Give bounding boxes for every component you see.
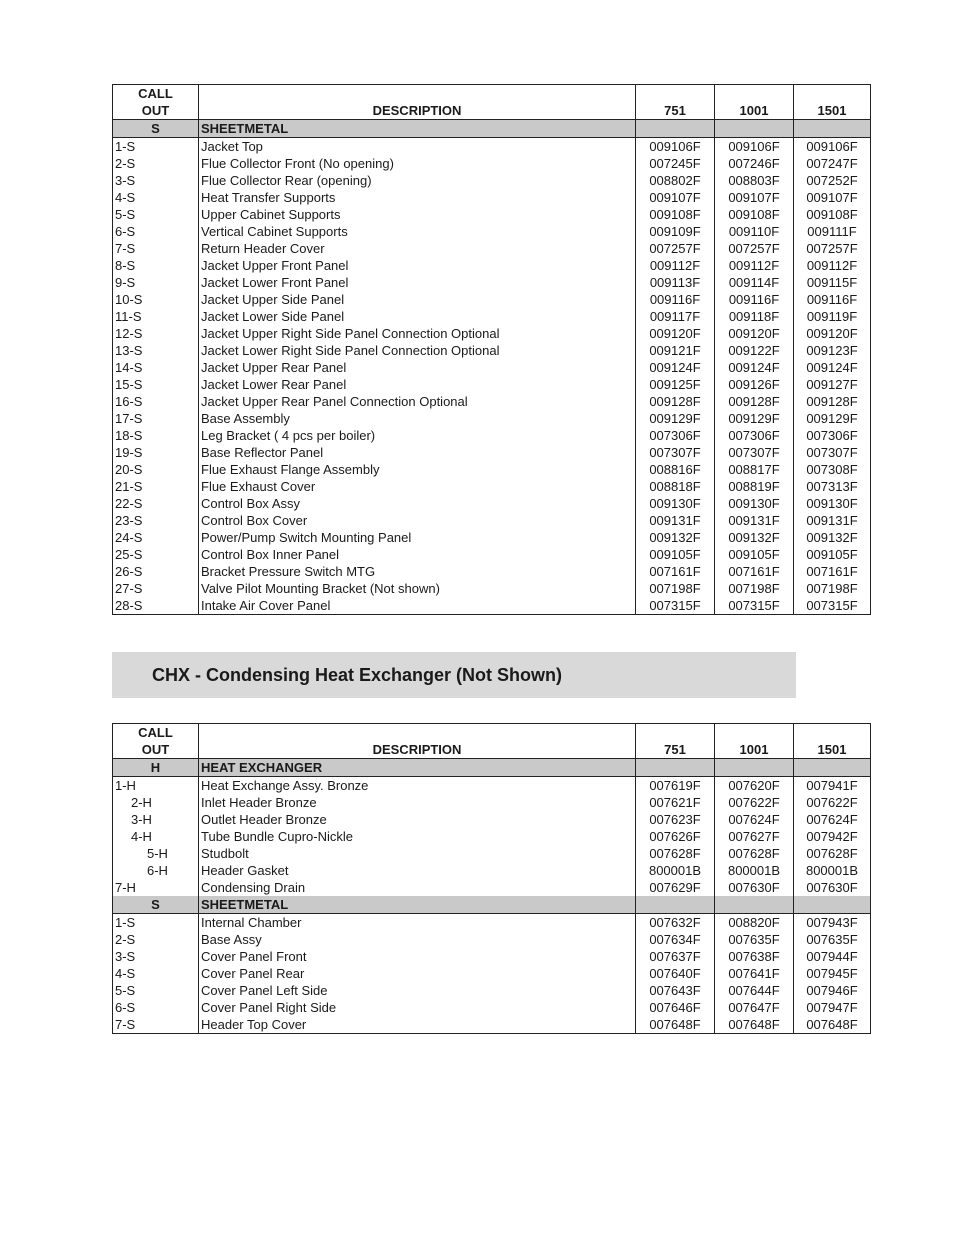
section-row [113, 896, 871, 914]
part-1001-cell: 008803F [715, 172, 794, 189]
part-1501-cell: 009106F [794, 138, 871, 156]
part-1001-cell: 009116F [715, 291, 794, 308]
part-1001-cell: 007257F [715, 240, 794, 257]
section-code: S [113, 120, 199, 138]
part-751-cell: 007640F [636, 965, 715, 982]
description-cell: Control Box Assy [199, 495, 636, 512]
part-1001-cell: 007307F [715, 444, 794, 461]
call-out-cell: 19-S [113, 444, 199, 461]
sheetmetal-parts-table [112, 84, 871, 615]
part-751-cell: 009129F [636, 410, 715, 427]
description-cell: Jacket Lower Rear Panel [199, 376, 636, 393]
description-cell: Header Gasket [199, 862, 636, 879]
description-cell: Cover Panel Front [199, 948, 636, 965]
table-row [113, 914, 871, 932]
call-out-cell: 16-S [113, 393, 199, 410]
part-1001-cell: 009130F [715, 495, 794, 512]
table-row [113, 999, 871, 1016]
part-1501-cell: 007161F [794, 563, 871, 580]
part-751-cell: 009107F [636, 189, 715, 206]
part-751-cell: 007623F [636, 811, 715, 828]
table-row [113, 223, 871, 240]
section-row [113, 759, 871, 777]
table-row [113, 240, 871, 257]
part-1001-cell: 009107F [715, 189, 794, 206]
part-1501-cell: 009105F [794, 546, 871, 563]
part-1501-cell: 007944F [794, 948, 871, 965]
description-cell: Heat Transfer Supports [199, 189, 636, 206]
call-out-cell: 3-S [113, 172, 199, 189]
part-1501-cell: 007624F [794, 811, 871, 828]
part-1001-cell: 007620F [715, 777, 794, 795]
description-cell: Cover Panel Left Side [199, 982, 636, 999]
part-1001-cell: 008819F [715, 478, 794, 495]
call-out-cell: 15-S [113, 376, 199, 393]
description-cell: Tube Bundle Cupro-Nickle [199, 828, 636, 845]
part-751-cell: 009130F [636, 495, 715, 512]
call-out-cell: 4-S [113, 189, 199, 206]
table-row [113, 529, 871, 546]
part-751-cell: 007632F [636, 914, 715, 932]
description-cell: Flue Exhaust Flange Assembly [199, 461, 636, 478]
part-1501-cell: 009120F [794, 325, 871, 342]
part-1501-cell: 007622F [794, 794, 871, 811]
part-1501-cell: 007313F [794, 478, 871, 495]
part-1001-cell: 009108F [715, 206, 794, 223]
table-row [113, 138, 871, 156]
section-name: SHEETMETAL [199, 120, 636, 138]
description-cell: Jacket Lower Right Side Panel Connection Optional [199, 342, 636, 359]
part-1501-cell: 007648F [794, 1016, 871, 1034]
call-out-cell: 18-S [113, 427, 199, 444]
description-cell: Flue Collector Front (No opening) [199, 155, 636, 172]
table-row [113, 461, 871, 478]
col-751-header: 751 [636, 724, 715, 759]
banner-title: CHX - Condensing Heat Exchanger (Not Shown) [152, 665, 563, 685]
description-cell: Internal Chamber [199, 914, 636, 932]
table-row [113, 495, 871, 512]
description-cell: Flue Exhaust Cover [199, 478, 636, 495]
part-751-cell: 009113F [636, 274, 715, 291]
description-cell: Cover Panel Rear [199, 965, 636, 982]
part-1001-cell: 008817F [715, 461, 794, 478]
part-1001-cell: 009122F [715, 342, 794, 359]
part-1001-cell: 007641F [715, 965, 794, 982]
table-row [113, 427, 871, 444]
col-1501-header: 1501 [794, 724, 871, 759]
part-1001-cell: 007246F [715, 155, 794, 172]
table-row [113, 393, 871, 410]
table-row [113, 206, 871, 223]
table-row [113, 308, 871, 325]
part-1001-cell: 007648F [715, 1016, 794, 1034]
part-1501-cell: 007943F [794, 914, 871, 932]
section-code: S [113, 896, 199, 914]
part-1001-cell: 009128F [715, 393, 794, 410]
part-1501-cell: 009115F [794, 274, 871, 291]
part-751-cell: 007198F [636, 580, 715, 597]
call-out-cell: 20-S [113, 461, 199, 478]
part-1001-cell: 009105F [715, 546, 794, 563]
call-out-cell: 5-H [113, 845, 199, 862]
part-1001-cell: 009118F [715, 308, 794, 325]
part-751-cell: 007306F [636, 427, 715, 444]
part-751-cell: 007315F [636, 597, 715, 615]
part-751-cell: 007629F [636, 879, 715, 896]
part-1501-cell: 009116F [794, 291, 871, 308]
part-751-cell: 007643F [636, 982, 715, 999]
part-1001-cell: 009114F [715, 274, 794, 291]
call-out-cell: 25-S [113, 546, 199, 563]
part-751-cell: 009116F [636, 291, 715, 308]
description-header: DESCRIPTION [199, 85, 636, 120]
call-out-cell: 17-S [113, 410, 199, 427]
part-1501-cell: 007307F [794, 444, 871, 461]
part-751-cell: 007245F [636, 155, 715, 172]
part-751-cell: 008818F [636, 478, 715, 495]
part-1001-cell: 007315F [715, 597, 794, 615]
call-out-cell: 2-H [113, 794, 199, 811]
part-751-cell: 007257F [636, 240, 715, 257]
table-row [113, 982, 871, 999]
heat-exchanger-parts-table [112, 723, 871, 1034]
table-row [113, 931, 871, 948]
part-1501-cell: 009112F [794, 257, 871, 274]
part-1501-cell: 009129F [794, 410, 871, 427]
part-1001-cell: 007630F [715, 879, 794, 896]
part-751-cell: 009112F [636, 257, 715, 274]
table-row [113, 828, 871, 845]
call-out-cell: 2-S [113, 931, 199, 948]
call-out-cell: 22-S [113, 495, 199, 512]
call-out-cell: 7-S [113, 240, 199, 257]
part-751-cell: 007637F [636, 948, 715, 965]
part-1501-cell: 009130F [794, 495, 871, 512]
description-cell: Control Box Inner Panel [199, 546, 636, 563]
part-751-cell: 007619F [636, 777, 715, 795]
part-1501-cell: 007628F [794, 845, 871, 862]
part-751-cell: 009117F [636, 308, 715, 325]
description-cell: Base Assy [199, 931, 636, 948]
part-1501-cell: 007630F [794, 879, 871, 896]
part-1001-cell: 007647F [715, 999, 794, 1016]
part-1001-cell: 007627F [715, 828, 794, 845]
description-cell: Base Reflector Panel [199, 444, 636, 461]
call-out-cell: 14-S [113, 359, 199, 376]
part-1001-cell: 007161F [715, 563, 794, 580]
call-out-cell: 10-S [113, 291, 199, 308]
call-out-cell: 27-S [113, 580, 199, 597]
part-751-cell: 009108F [636, 206, 715, 223]
description-cell: Intake Air Cover Panel [199, 597, 636, 615]
table-row [113, 965, 871, 982]
part-1501-cell: 009108F [794, 206, 871, 223]
part-751-cell: 007621F [636, 794, 715, 811]
call-out-cell: 7-H [113, 879, 199, 896]
table-row [113, 580, 871, 597]
part-751-cell: 009132F [636, 529, 715, 546]
part-1001-cell: 007644F [715, 982, 794, 999]
description-cell: Jacket Upper Front Panel [199, 257, 636, 274]
part-1001-cell: 007622F [715, 794, 794, 811]
table-row [113, 879, 871, 896]
table-row [113, 478, 871, 495]
section-code: H [113, 759, 199, 777]
part-1501-cell: 009123F [794, 342, 871, 359]
part-1501-cell: 007947F [794, 999, 871, 1016]
description-cell: Jacket Upper Right Side Panel Connection Optional [199, 325, 636, 342]
call-out-cell: 2-S [113, 155, 199, 172]
part-1501-cell: 009132F [794, 529, 871, 546]
part-1501-cell: 009119F [794, 308, 871, 325]
chx-banner [112, 652, 796, 698]
part-1501-cell: 007941F [794, 777, 871, 795]
description-cell: Jacket Top [199, 138, 636, 156]
part-751-cell: 009106F [636, 138, 715, 156]
description-cell: Jacket Lower Front Panel [199, 274, 636, 291]
table-row [113, 948, 871, 965]
part-1501-cell: 007247F [794, 155, 871, 172]
part-1001-cell: 800001B [715, 862, 794, 879]
part-751-cell: 007161F [636, 563, 715, 580]
description-cell: Header Top Cover [199, 1016, 636, 1034]
part-1001-cell: 007628F [715, 845, 794, 862]
description-cell: Outlet Header Bronze [199, 811, 636, 828]
part-751-cell: 009109F [636, 223, 715, 240]
part-1001-cell: 007624F [715, 811, 794, 828]
description-cell: Jacket Upper Rear Panel [199, 359, 636, 376]
part-751-cell: 007307F [636, 444, 715, 461]
table-row [113, 274, 871, 291]
description-cell: Cover Panel Right Side [199, 999, 636, 1016]
part-1001-cell: 007306F [715, 427, 794, 444]
part-1001-cell: 007198F [715, 580, 794, 597]
part-1001-cell: 009124F [715, 359, 794, 376]
part-751-cell: 009125F [636, 376, 715, 393]
call-out-cell: 1-H [113, 777, 199, 795]
table-row [113, 444, 871, 461]
table-row [113, 794, 871, 811]
call-out-cell: 7-S [113, 1016, 199, 1034]
description-cell: Power/Pump Switch Mounting Panel [199, 529, 636, 546]
call-out-cell: 13-S [113, 342, 199, 359]
call-out-header: CALL OUT [113, 724, 199, 759]
col-1501-header: 1501 [794, 85, 871, 120]
table-row [113, 359, 871, 376]
section-name: HEAT EXCHANGER [199, 759, 636, 777]
part-1501-cell: 007942F [794, 828, 871, 845]
description-cell: Base Assembly [199, 410, 636, 427]
table-row [113, 410, 871, 427]
table-row [113, 155, 871, 172]
call-out-cell: 4-S [113, 965, 199, 982]
part-751-cell: 008802F [636, 172, 715, 189]
call-out-cell: 1-S [113, 138, 199, 156]
col-751-header: 751 [636, 85, 715, 120]
part-1501-cell: 007315F [794, 597, 871, 615]
part-1501-cell: 009111F [794, 223, 871, 240]
description-cell: Flue Collector Rear (opening) [199, 172, 636, 189]
call-out-cell: 6-S [113, 223, 199, 240]
part-1001-cell: 009131F [715, 512, 794, 529]
table-row [113, 777, 871, 795]
part-1001-cell: 007638F [715, 948, 794, 965]
part-751-cell: 007646F [636, 999, 715, 1016]
part-751-cell: 008816F [636, 461, 715, 478]
section-row [113, 120, 871, 138]
part-751-cell: 800001B [636, 862, 715, 879]
table-row [113, 342, 871, 359]
call-out-cell: 28-S [113, 597, 199, 615]
part-751-cell: 007626F [636, 828, 715, 845]
part-751-cell: 009121F [636, 342, 715, 359]
part-1501-cell: 009128F [794, 393, 871, 410]
description-cell: Studbolt [199, 845, 636, 862]
call-out-cell: 3-S [113, 948, 199, 965]
table-row [113, 845, 871, 862]
call-out-cell: 8-S [113, 257, 199, 274]
table-row [113, 291, 871, 308]
call-out-cell: 12-S [113, 325, 199, 342]
part-1501-cell: 009127F [794, 376, 871, 393]
part-1001-cell: 009120F [715, 325, 794, 342]
call-out-cell: 6-H [113, 862, 199, 879]
call-out-header: CALL OUT [113, 85, 199, 120]
part-1001-cell: 009112F [715, 257, 794, 274]
call-out-cell: 24-S [113, 529, 199, 546]
call-out-cell: 11-S [113, 308, 199, 325]
description-cell: Upper Cabinet Supports [199, 206, 636, 223]
part-1001-cell: 008820F [715, 914, 794, 932]
call-out-cell: 9-S [113, 274, 199, 291]
description-cell: Leg Bracket ( 4 pcs per boiler) [199, 427, 636, 444]
part-751-cell: 009128F [636, 393, 715, 410]
description-cell: Valve Pilot Mounting Bracket (Not shown) [199, 580, 636, 597]
part-751-cell: 009131F [636, 512, 715, 529]
part-1501-cell: 800001B [794, 862, 871, 879]
table-row [113, 597, 871, 615]
description-cell: Vertical Cabinet Supports [199, 223, 636, 240]
table-row [113, 172, 871, 189]
part-1501-cell: 007308F [794, 461, 871, 478]
call-out-cell: 5-S [113, 206, 199, 223]
description-cell: Jacket Upper Side Panel [199, 291, 636, 308]
part-1501-cell: 007306F [794, 427, 871, 444]
table-row [113, 862, 871, 879]
description-cell: Heat Exchange Assy. Bronze [199, 777, 636, 795]
call-out-cell: 4-H [113, 828, 199, 845]
call-out-cell: 5-S [113, 982, 199, 999]
part-1001-cell: 009126F [715, 376, 794, 393]
part-1501-cell: 007257F [794, 240, 871, 257]
table-row [113, 563, 871, 580]
call-out-cell: 1-S [113, 914, 199, 932]
part-1001-cell: 009110F [715, 223, 794, 240]
part-1501-cell: 009124F [794, 359, 871, 376]
part-751-cell: 009105F [636, 546, 715, 563]
part-1501-cell: 007946F [794, 982, 871, 999]
table-row [113, 325, 871, 342]
call-out-cell: 3-H [113, 811, 199, 828]
table-row [113, 546, 871, 563]
part-751-cell: 007648F [636, 1016, 715, 1034]
part-751-cell: 009124F [636, 359, 715, 376]
call-out-cell: 6-S [113, 999, 199, 1016]
call-out-cell: 23-S [113, 512, 199, 529]
part-1001-cell: 007635F [715, 931, 794, 948]
section-name: SHEETMETAL [199, 896, 636, 914]
description-cell: Jacket Upper Rear Panel Connection Optional [199, 393, 636, 410]
col-1001-header: 1001 [715, 85, 794, 120]
description-cell: Inlet Header Bronze [199, 794, 636, 811]
table-row [113, 376, 871, 393]
description-header: DESCRIPTION [199, 724, 636, 759]
part-1501-cell: 007635F [794, 931, 871, 948]
description-cell: Return Header Cover [199, 240, 636, 257]
part-1001-cell: 009106F [715, 138, 794, 156]
description-cell: Bracket Pressure Switch MTG [199, 563, 636, 580]
description-cell: Control Box Cover [199, 512, 636, 529]
part-1001-cell: 009129F [715, 410, 794, 427]
part-751-cell: 007634F [636, 931, 715, 948]
table-row [113, 811, 871, 828]
part-751-cell: 009120F [636, 325, 715, 342]
part-751-cell: 007628F [636, 845, 715, 862]
part-1501-cell: 007252F [794, 172, 871, 189]
table-row [113, 257, 871, 274]
part-1501-cell: 007198F [794, 580, 871, 597]
part-1501-cell: 007945F [794, 965, 871, 982]
description-cell: Jacket Lower Side Panel [199, 308, 636, 325]
part-1001-cell: 009132F [715, 529, 794, 546]
call-out-cell: 26-S [113, 563, 199, 580]
table-row [113, 189, 871, 206]
description-cell: Condensing Drain [199, 879, 636, 896]
table-row [113, 1016, 871, 1034]
part-1501-cell: 009107F [794, 189, 871, 206]
table-row [113, 512, 871, 529]
col-1001-header: 1001 [715, 724, 794, 759]
part-1501-cell: 009131F [794, 512, 871, 529]
call-out-cell: 21-S [113, 478, 199, 495]
